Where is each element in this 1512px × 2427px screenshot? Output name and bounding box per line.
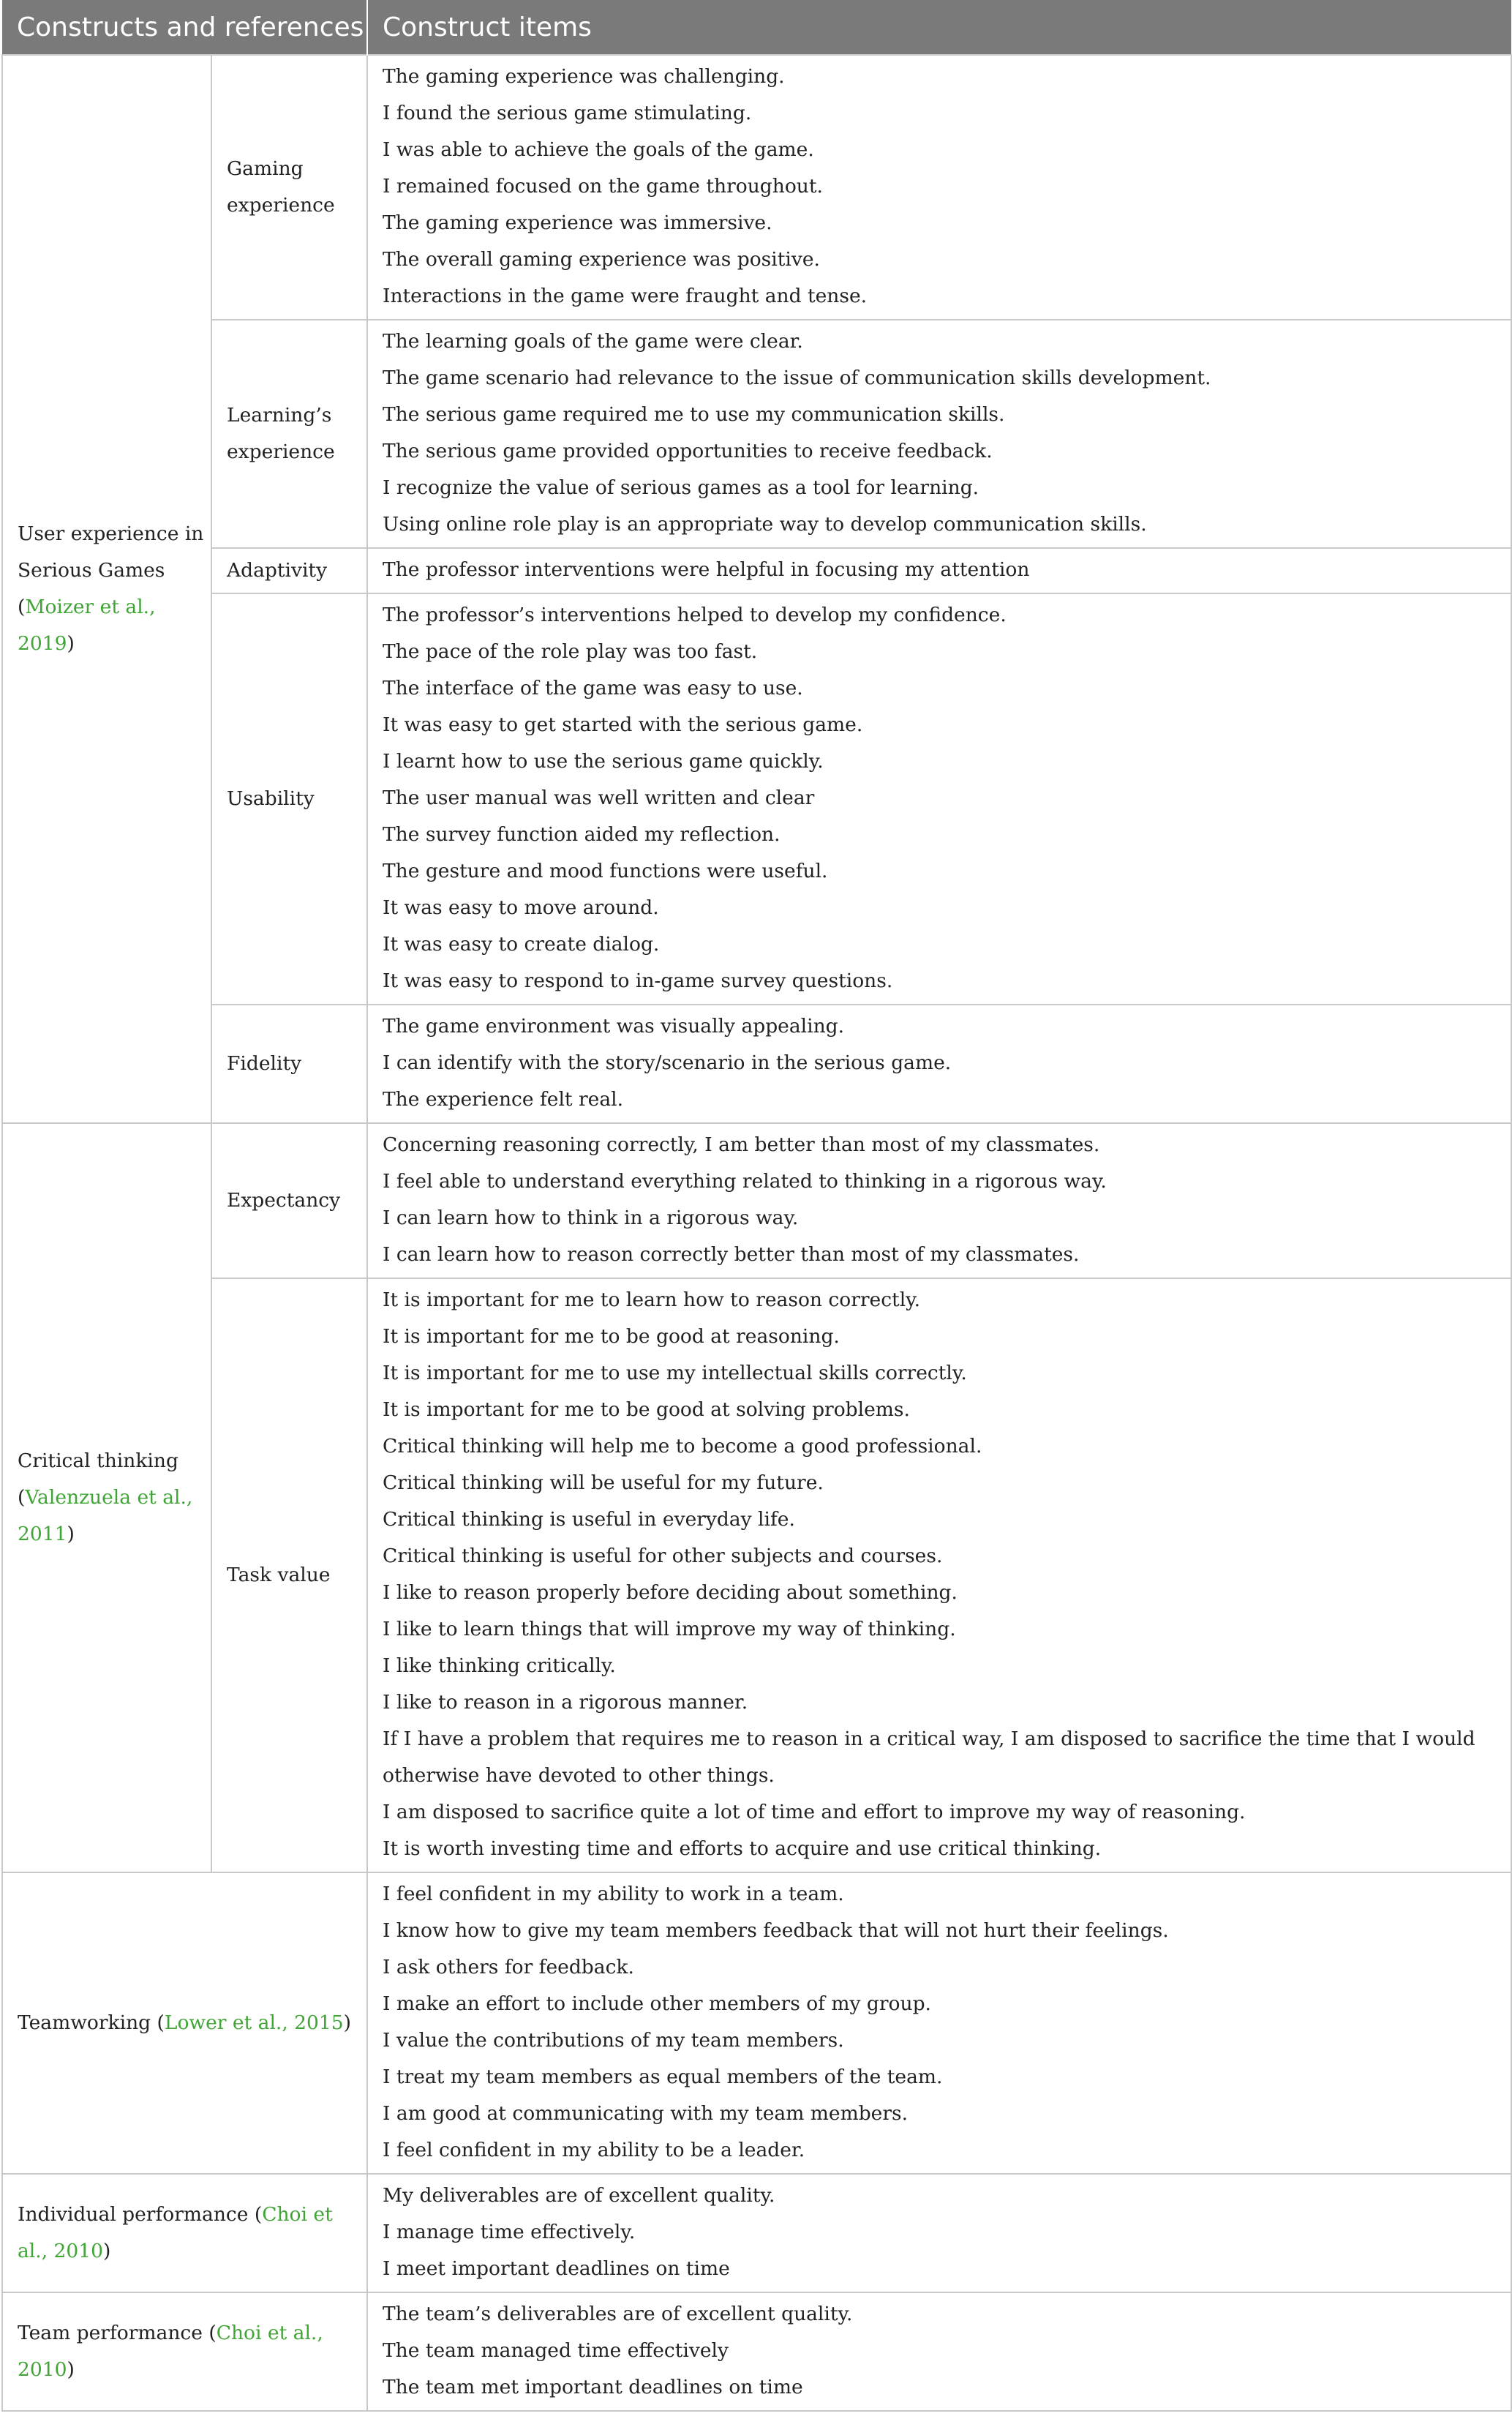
construct-item: The team met important deadlines on time	[383, 2376, 803, 2398]
construct-items-cell	[367, 548, 1511, 593]
construct-name: User experience in Serious Games	[18, 522, 204, 582]
construct-item: Critical thinking will help me to become a good professional.	[383, 1435, 982, 1458]
construct-item: Critical thinking is useful in everyday life.	[383, 1508, 795, 1531]
subconstruct-cell: Gaming experience	[211, 55, 367, 320]
construct-item: It is worth investing time and efforts to acquire and use critical thinking.	[383, 1837, 1102, 1860]
table-row	[2, 1278, 1511, 1872]
subconstruct-cell: Expectancy	[211, 1123, 367, 1278]
construct-item: It was easy to move around.	[383, 896, 659, 919]
construct-item: It was easy to create dialog.	[383, 933, 660, 956]
construct-cell: Individual performance (Choi et al., 2010)	[2, 2174, 367, 2292]
construct-item: It is important for me to learn how to reason correctly.	[383, 1288, 921, 1311]
table-row	[2, 320, 1511, 548]
construct-items-cell	[367, 593, 1511, 1005]
subconstruct-cell: Adaptivity	[211, 548, 367, 593]
construct-items-cell	[367, 1872, 1511, 2174]
construct-item: The professor interventions were helpful in focusing my attention	[383, 558, 1030, 581]
header-constructs: Constructs and references	[2, 0, 367, 55]
construct-item: I like to reason properly before deciding about something.	[383, 1581, 958, 1604]
construct-item: The gaming experience was challenging.	[383, 65, 785, 88]
construct-item: The learning goals of the game were clear.	[383, 330, 803, 353]
construct-items-cell	[367, 55, 1511, 320]
construct-item: I can learn how to reason correctly better than most of my classmates.	[383, 1243, 1080, 1266]
construct-items-cell	[367, 2174, 1511, 2292]
construct-item: It is important for me to be good at solving problems.	[383, 1398, 910, 1421]
construct-item: I treat my team members as equal members of the team.	[383, 2066, 943, 2088]
construct-item: The serious game provided opportunities to receive feedback.	[383, 440, 993, 462]
table-row	[2, 2174, 1511, 2292]
construct-item: I was able to achieve the goals of the game.	[383, 138, 814, 161]
construct-item: The professor’s interventions helped to develop my confidence.	[383, 604, 1007, 626]
construct-item: I can learn how to think in a rigorous way.	[383, 1207, 799, 1229]
construct-item: Concerning reasoning correctly, I am better than most of my classmates.	[383, 1133, 1100, 1156]
construct-item: The user manual was well written and clear	[383, 787, 815, 809]
table-row	[2, 593, 1511, 1005]
construct-item: The gesture and mood functions were useful.	[383, 860, 828, 882]
construct-item: Critical thinking will be useful for my future.	[383, 1471, 824, 1494]
subconstruct-cell: Learning’s experience	[211, 320, 367, 548]
construct-item: My deliverables are of excellent quality.	[383, 2184, 775, 2207]
construct-item: I am disposed to sacrifice quite a lot of time and effort to improve my way of reasoning.	[383, 1801, 1246, 1823]
table-row	[2, 1005, 1511, 1123]
construct-item: I found the serious game stimulating.	[383, 102, 752, 124]
subconstruct-cell: Task value	[211, 1278, 367, 1872]
subconstruct-cell: Usability	[211, 593, 367, 1005]
construct-item: I learnt how to use the serious game quickly.	[383, 750, 824, 773]
table-row	[2, 2292, 1511, 2411]
table-row	[2, 1123, 1511, 1278]
construct-items-cell	[367, 320, 1511, 548]
construct-items-cell	[367, 1005, 1511, 1123]
construct-item: It is important for me to be good at reasoning.	[383, 1325, 840, 1348]
construct-item: The game environment was visually appealing.	[383, 1015, 845, 1038]
construct-item: The interface of the game was easy to use.	[383, 677, 803, 699]
construct-item: I can identify with the story/scenario in the serious game.	[383, 1051, 952, 1074]
construct-item: I am good at communicating with my team members.	[383, 2102, 909, 2125]
table-header-row	[2, 0, 1511, 55]
construct-item: The pace of the role play was too fast.	[383, 640, 758, 663]
construct-item: I like thinking critically.	[383, 1654, 616, 1677]
construct-items-cell	[367, 2292, 1511, 2411]
construct-item: I value the contributions of my team members.	[383, 2029, 844, 2052]
construct-item: The team’s deliverables are of excellent quality.	[383, 2303, 853, 2325]
construct-reference: Valenzuela et al., 2011	[18, 1486, 193, 1545]
table-row	[2, 1872, 1511, 2174]
construct-item: Using online role play is an appropriate way to develop communication skills.	[383, 513, 1147, 536]
construct-item: I make an effort to include other members of my group.	[383, 1992, 931, 2015]
header-items: Construct items	[367, 0, 1511, 55]
construct-cell: Teamworking (Lower et al., 2015)	[2, 1872, 367, 2174]
construct-item: The experience felt real.	[383, 1088, 624, 1111]
construct-reference: Lower et al., 2015	[164, 2011, 344, 2034]
construct-item: I like to reason in a rigorous manner.	[383, 1691, 748, 1714]
subconstruct-cell: Fidelity	[211, 1005, 367, 1123]
construct-name: Teamworking	[18, 2011, 151, 2034]
construct-item: I feel able to understand everything related to thinking in a rigorous way.	[383, 1170, 1107, 1193]
construct-item: Critical thinking is useful for other subjects and courses.	[383, 1545, 943, 1567]
constructs-table	[1, 0, 1512, 2412]
construct-item: I feel confident in my ability to be a leader.	[383, 2139, 805, 2161]
construct-reference: Choi et al., 2010	[18, 2322, 323, 2381]
construct-item: I like to learn things that will improve my way of thinking.	[383, 1618, 956, 1640]
construct-item: I remained focused on the game throughout.	[383, 175, 823, 198]
construct-item: The team managed time effectively	[383, 2339, 729, 2362]
construct-reference: Moizer et al., 2019	[18, 596, 156, 655]
construct-name: Individual performance	[18, 2203, 249, 2226]
table-row	[2, 548, 1511, 593]
table-row	[2, 55, 1511, 320]
construct-item: It was easy to respond to in-game survey questions.	[383, 969, 893, 992]
construct-item: If I have a problem that requires me to reason in a critical way, I am disposed to sacrifice the time that I would otherwise have devoted to other things.	[383, 1728, 1475, 1787]
construct-item: Interactions in the game were fraught and tense.	[383, 285, 868, 307]
construct-cell: Team performance (Choi et al., 2010)	[2, 2292, 367, 2411]
construct-name: Critical thinking	[18, 1449, 178, 1472]
construct-item: I meet important deadlines on time	[383, 2257, 730, 2280]
construct-item: The survey function aided my reflection.	[383, 823, 781, 846]
table-body	[2, 55, 1511, 2411]
construct-item: I feel confident in my ability to work in a team.	[383, 1883, 844, 1905]
construct-reference: Choi et al., 2010	[18, 2203, 333, 2262]
construct-item: The game scenario had relevance to the issue of communication skills development.	[383, 367, 1211, 389]
construct-name: Team performance	[18, 2322, 203, 2344]
construct-items-cell	[367, 1123, 1511, 1278]
construct-item: The serious game required me to use my communication skills.	[383, 403, 1005, 426]
construct-item: I know how to give my team members feedback that will not hurt their feelings.	[383, 1919, 1169, 1942]
construct-item: The gaming experience was immersive.	[383, 211, 772, 234]
construct-item: I ask others for feedback.	[383, 1956, 634, 1978]
construct-item: The overall gaming experience was positive.	[383, 248, 820, 271]
construct-item: It is important for me to use my intellectual skills correctly.	[383, 1362, 967, 1384]
construct-item: I recognize the value of serious games as a tool for learning.	[383, 476, 979, 499]
construct-item: I manage time effectively.	[383, 2221, 636, 2243]
construct-cell: User experience in Serious Games (Moizer et al., 2019)	[2, 55, 211, 1123]
construct-items-cell	[367, 1278, 1511, 1872]
construct-cell: Critical thinking (Valenzuela et al., 2011)	[2, 1123, 211, 1872]
construct-item: It was easy to get started with the serious game.	[383, 713, 863, 736]
